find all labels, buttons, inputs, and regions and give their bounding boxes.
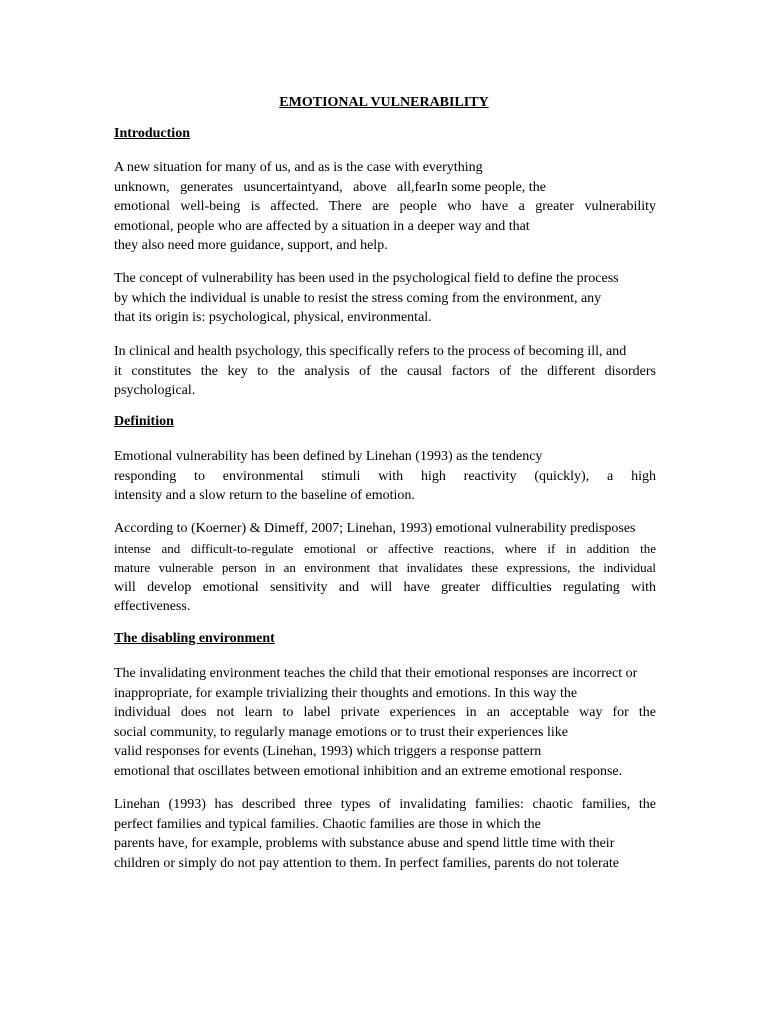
text-line: emotional, people who are affected by a situation in a deeper way and that — [114, 218, 530, 234]
text-line: parents have, for example, problems with substance abuse and spend little time with their — [114, 836, 615, 851]
text-line: emotional well-being is affected. There are people who have a greater vulnerability — [114, 199, 656, 214]
text-line: In clinical and health psychology, this specifically refers to the process of becoming ill, and — [114, 344, 627, 359]
page-title: EMOTIONAL VULNERABILITY — [279, 95, 489, 110]
text-line: intensity and a slow return to the baseline of emotion. — [114, 488, 415, 503]
text-line: mature vulnerable person in an environment that invalidates these expressions, the individual — [114, 560, 656, 575]
text-line: psychological. — [114, 383, 196, 398]
text-line: children or simply do not pay attention to them. In perfect families, parents do not tolerate — [114, 855, 620, 871]
paragraph — [114, 519, 656, 617]
text-line: valid responses for events (Linehan, 1993) which triggers a response pattern — [114, 744, 542, 759]
text-line: inappropriate, for example trivializing their thoughts and emotions. In this way the — [114, 685, 578, 701]
text-line: The concept of vulnerability has been used in the psychological field to define the process — [114, 271, 619, 286]
text-line: Linehan (1993) has described three types of invalidating families: chaotic families, the — [114, 797, 656, 812]
section-heading-disabling-environment: The disabling environment — [114, 631, 275, 646]
text-line: Emotional vulnerability has been defined by Linehan (1993) as the tendency — [114, 449, 543, 464]
text-line: unknown, generates usuncertaintyand, above all,fearIn some people, the — [114, 179, 546, 195]
text-line: by which the individual is unable to resist the stress coming from the environment, any — [114, 290, 602, 306]
text-line: A new situation for many of us, and as is the case with everything — [114, 160, 483, 175]
text-line: responding to environmental stimuli with high reactivity (quickly), a high — [114, 468, 656, 484]
text-line: perfect families and typical families. Chaotic families are those in which the — [114, 816, 541, 832]
section-heading-definition: Definition — [114, 414, 174, 429]
text-line: The invalidating environment teaches the child that their emotional responses are incorrect or — [114, 666, 638, 681]
paragraph — [114, 447, 656, 506]
text-line: it constitutes the key to the analysis of the causal factors of the different disorders — [114, 363, 656, 379]
paragraph — [114, 158, 656, 256]
paragraph — [114, 342, 656, 401]
text-line: individual does not learn to label private experiences in an acceptable way for the — [114, 705, 656, 720]
text-line: that its origin is: psychological, physical, environmental. — [114, 310, 432, 325]
section-heading-introduction: Introduction — [114, 126, 190, 141]
paragraph — [114, 664, 656, 781]
text-line: will develop emotional sensitivity and will have greater difficulties regulating with — [114, 579, 656, 595]
text-line: they also need more guidance, support, and help. — [114, 238, 388, 253]
text-line: social community, to regularly manage emotions or to trust their experiences like — [114, 724, 568, 740]
text-line: intense and difficult-to-regulate emotional or affective reactions, where if in addition the — [114, 540, 656, 556]
paragraph — [114, 269, 656, 328]
text-line: According to (Koerner) & Dimeff, 2007; Linehan, 1993) emotional vulnerability predisposes — [114, 521, 636, 536]
text-line: effectiveness. — [114, 599, 191, 614]
text-line: emotional that oscillates between emotional inhibition and an extreme emotional response. — [114, 763, 623, 779]
paragraph — [114, 795, 656, 873]
